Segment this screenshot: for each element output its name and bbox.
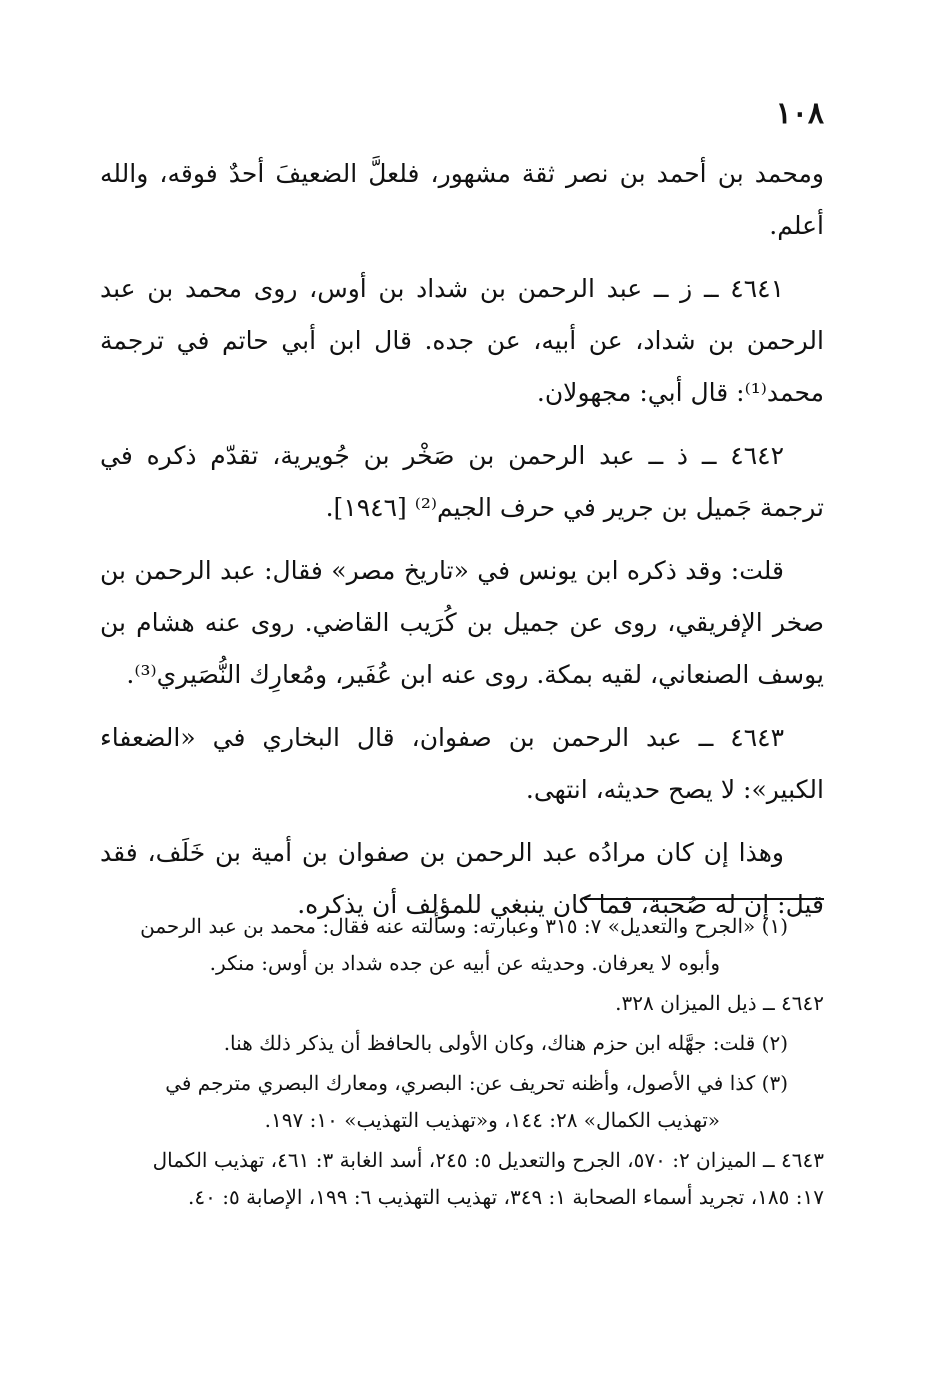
- page-number: ١٠٨: [775, 96, 824, 131]
- footnote-3-line: (٣) كذا في الأصول، وأظنه تحريف عن: البصري، ومعارك البصري مترجم في: [165, 1071, 788, 1095]
- source-note-4642: [100, 985, 824, 1022]
- entry-4641: ٤٦٤١ ــ ز ــ عبد الرحمن بن شداد بن أوس، روى محمد بن عبد الرحمن بن شداد، عن أبيه، عن جده. قال ابن أبي حاتم في ترجمة محمد⁽¹⁾: قال أبي: مجهولان.: [100, 274, 824, 407]
- entry-4643-comment: وهذا إن كان مرادُه عبد الرحمن بن صفوان بن أمية بن خَلَف، فقد قيل: إن له صُحبة، فما كان ينبغي للمؤلف أن يذكره.: [100, 838, 824, 919]
- source-note-4643-line: ٤٦٤٣ ــ الميزان ٢: ٥٧٠، الجرح والتعديل ٥: ٢٤٥، أسد الغابة ٣: ٤٦١، تهذيب الكمال: [152, 1148, 824, 1172]
- footnote-3-continuation: «تهذيب الكمال» ٢٨: ١٤٤، و«تهذيب التهذيب» ١٠: ١٩٧.: [264, 1108, 720, 1132]
- footnote-1: [100, 908, 824, 982]
- main-text: [100, 148, 824, 942]
- entry-4642-comment: قلت: وقد ذكره ابن يونس في «تاريخ مصر» فقال: عبد الرحمن بن صخر الإفريقي، روى عن جميل بن كُرَيب القاضي. روى عنه هشام بن يوسف الصنعاني، لقيه بمكة. روى عنه ابن عُفَير، ومُعارِك النُّصَيري⁽³⁾.: [100, 556, 824, 689]
- footnotes: [100, 908, 824, 1219]
- source-note-4643: [100, 1142, 824, 1216]
- footnote-1-line: (١) «الجرح والتعديل» ٧: ٣١٥ وعبارته: وسألته عنه فقال: محمد بن عبد الرحمن: [140, 914, 788, 938]
- entry-4642: ٤٦٤٢ ــ ذ ــ عبد الرحمن بن صَخْر بن جُويرية، تقدّم ذكره في ترجمة جَميل بن جرير في حرف الجيم⁽²⁾ [١٩٤٦].: [100, 441, 824, 522]
- footnote-2-line: (٢) قلت: جهَّله ابن حزم هناك، وكان الأولى بالحافظ أن يذكر ذلك هنا.: [223, 1031, 788, 1055]
- entry-4643: ٤٦٤٣ ــ عبد الرحمن بن صفوان، قال البخاري في «الضعفاء الكبير»: لا يصح حديثه، انتهى.: [100, 723, 824, 804]
- footnote-3: [100, 1065, 824, 1139]
- source-note-4642-line: ٤٦٤٢ ــ ذيل الميزان ٣٢٨.: [615, 991, 824, 1015]
- footnote-separator: [584, 898, 824, 900]
- source-note-4643-continuation: ١٧: ١٨٥، تجريد أسماء الصحابة ١: ٣٤٩، تهذيب التهذيب ٦: ١٩٩، الإصابة ٥: ٤٠.: [188, 1185, 824, 1209]
- footnote-2: [100, 1025, 824, 1062]
- footnote-1-continuation: وأبوه لا يعرفان. وحديثه عن أبيه عن جده شداد بن أوس: منكر.: [209, 951, 720, 975]
- paragraph-continuation: ومحمد بن أحمد بن نصر ثقة مشهور، فلعلَّ الضعيفَ أحدٌ فوقه، والله أعلم.: [100, 159, 824, 240]
